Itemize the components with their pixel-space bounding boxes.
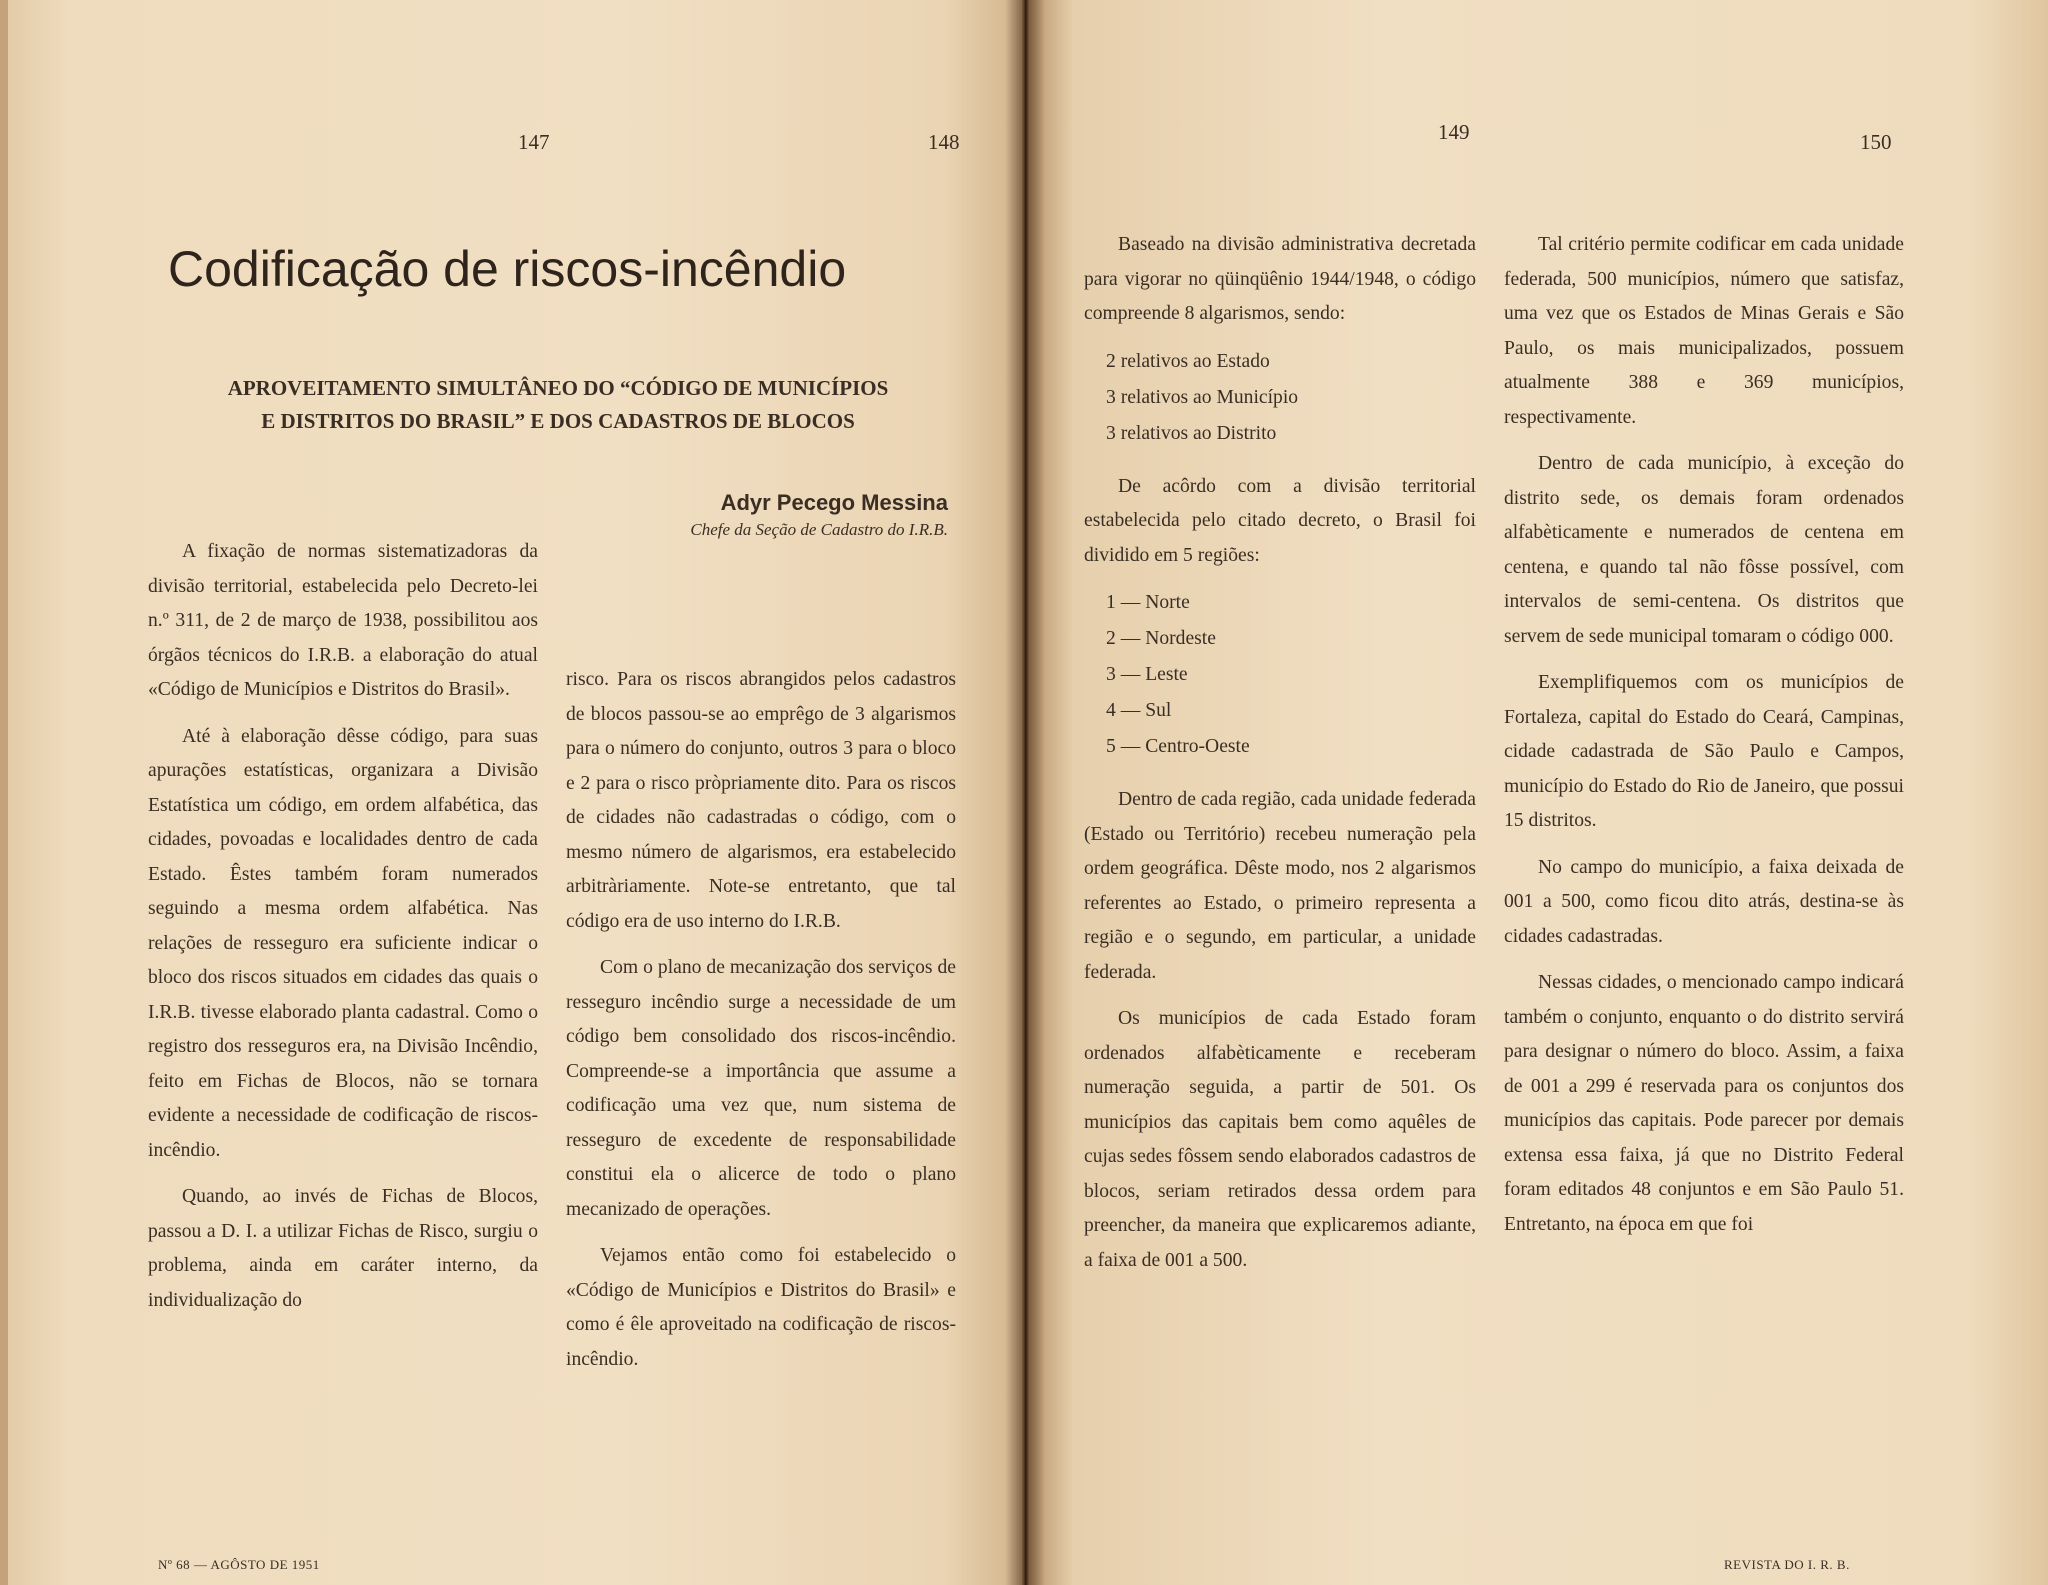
column-1 xyxy=(148,535,538,1330)
subtitle-line-1: APROVEITAMENTO SIMULTÂNEO DO “CÓDIGO DE MUNICÍPIOS xyxy=(227,376,889,400)
article-subtitle xyxy=(158,372,958,438)
paragraph: Nessas cidades, o mencionado campo indicará também o conjunto, enquanto o do distrito servirá para designar o número do bloco. Assim, a faixa de 001 a 299 é reservada para os conjuntos dos municípios das capitais. Pode parecer por demais extensa essa faixa, já que no Distrito Federal foram editados 48 conjuntos e em São Paulo 51. Entretanto, na época em que foi xyxy=(1504,972,1904,1235)
paragraph: Os municípios de cada Estado foram ordenados alfabèticamente e receberam numeração seguida, a partir de 501. Os municípios das capitais bem como aquêles de cujas sedes fôssem sendo elaborados cadastros de blocos, seriam retirados dessa ordem para preencher, da maneira que explicaremos adiante, a faixa de 001 a 500. xyxy=(1084,1008,1476,1271)
paragraph: Tal critério permite codificar em cada unidade federada, 500 municípios, número que satisfaz, uma vez que os Estados de Minas Gerais e São Paulo, os mais municipalizados, possuem atualmente 388 e 369 municípios, respectivamente. xyxy=(1504,234,1904,428)
paragraph: Vejamos então como foi estabelecido o «Código de Municípios e Distritos do Brasil» e como é êle aproveitado na codificação de riscos-incêndio. xyxy=(566,1245,956,1370)
page-number-148: 148 xyxy=(928,130,960,154)
page-number-149: 149 xyxy=(1438,120,1470,144)
page-number-147: 147 xyxy=(518,130,550,154)
list-item: 5 — Centro-Oeste xyxy=(1106,736,1250,757)
right-page xyxy=(1022,0,2048,1585)
list-item: 1 — Norte xyxy=(1106,592,1190,613)
paragraph: Até à elaboração dêsse código, para suas apurações estatísticas, organizara a Divisão Estatística um código, em ordem alfabética, das cidades, povoadas e localidades dentro de cada Estado. Êstes também foram numerados seguindo a mesma ordem alfabética. Nas relações de resseguro era suficiente indicar o bloco dos riscos situados em cidades das quais o I.R.B. tivesse elaborado planta cadastral. Como o registro dos resseguros era, na Divisão Incêndio, feito em Fichas de Blocos, não se tornara evidente a necessidade de codificação de riscos-incêndio. xyxy=(148,725,538,1161)
footer-journal: REVISTA DO I. R. B. xyxy=(1724,1557,1850,1572)
subtitle-line-2: E DISTRITOS DO BRASIL” E DOS CADASTROS DE BLOCOS xyxy=(261,409,855,433)
author-name: Adyr Pecego Messina xyxy=(720,490,948,515)
paragraph: Quando, ao invés de Fichas de Blocos, passou a D. I. a utilizar Fichas de Risco, surgiu o problema, ainda em caráter interno, da individualização do xyxy=(148,1186,538,1311)
page-number-150: 150 xyxy=(1860,130,1892,154)
book-gutter xyxy=(1005,0,1045,1585)
list-item: 3 relativos ao Município xyxy=(1106,386,1299,408)
column-3 xyxy=(1084,228,1476,1290)
list-item: 2 relativos ao Estado xyxy=(1106,350,1270,372)
paragraph: Dentro de cada região, cada unidade federada (Estado ou Território) recebeu numeração pela ordem geográfica. Dêste modo, nos 2 algarismos referentes ao Estado, o primeiro representa a região e o segundo, em particular, a unidade federada. xyxy=(1084,789,1476,983)
paragraph: A fixação de normas sistematizadoras da divisão territorial, estabelecida pelo Decreto-lei n.º 311, de 2 de março de 1938, possibilitou aos órgãos técnicos do I.R.B. a elaboração do atual «Código de Municípios e Distritos do Brasil». xyxy=(148,541,538,700)
paragraph: Exemplifiquemos com os municípios de Fortaleza, capital do Estado do Ceará, Campinas, cidade cadastrada de São Paulo e Campos, município do Estado do Rio de Janeiro, que possui 15 distritos. xyxy=(1504,672,1904,831)
list-item: 3 — Leste xyxy=(1106,664,1188,685)
paragraph: risco. Para os riscos abrangidos pelos cadastros de blocos passou-se ao emprêgo de 3 algarismos para o número do conjunto, outros 3 para o bloco e 2 para o risco pròpriamente dito. Para os riscos de cidades não cadastradas o código, com o mesmo número de algarismos, era estabelecido arbitràriamente. Note-se entretanto, que tal código era de uso interno do I.R.B. xyxy=(566,669,956,932)
article-title: Codificação de riscos-incêndio xyxy=(168,241,847,297)
column-2 xyxy=(566,663,956,1389)
paragraph: Com o plano de mecanização dos serviços de resseguro incêndio surge a necessidade de um código bem consolidado dos riscos-incêndio. Compreende-se a importância que assume a codificação uma vez que, num sistema de resseguro de excedente de responsabilidade constitui ela o alicerce de todo o plano mecanizado de operações. xyxy=(566,957,956,1220)
paragraph: De acôrdo com a divisão territorial estabelecida pelo citado decreto, o Brasil foi dividido em 5 regiões: xyxy=(1084,475,1476,566)
list-item: 2 — Nordeste xyxy=(1106,628,1216,649)
column-4 xyxy=(1504,228,1904,1254)
author-role: Chefe da Seção de Cadastro do I.R.B. xyxy=(690,520,948,539)
list-item: 3 relativos ao Distrito xyxy=(1106,422,1277,444)
footer-issue: Nº 68 — AGÔSTO DE 1951 xyxy=(158,1557,320,1572)
paragraph: Dentro de cada município, à exceção do distrito sede, os demais foram ordenados alfabèticamente e numerados de centena em centena, e quando tal não fôsse possível, com intervalos de semi-centena. Os distritos que servem de sede municipal tomaram o código 000. xyxy=(1504,453,1904,647)
list-item: 4 — Sul xyxy=(1106,700,1172,721)
paragraph: No campo do município, a faixa deixada de 001 a 500, como ficou dito atrás, destina-se às cidades cadastradas. xyxy=(1504,856,1904,947)
paragraph: Baseado na divisão administrativa decretada para vigorar no qüinqüênio 1944/1948, o código compreende 8 algarismos, sendo: xyxy=(1084,234,1476,324)
